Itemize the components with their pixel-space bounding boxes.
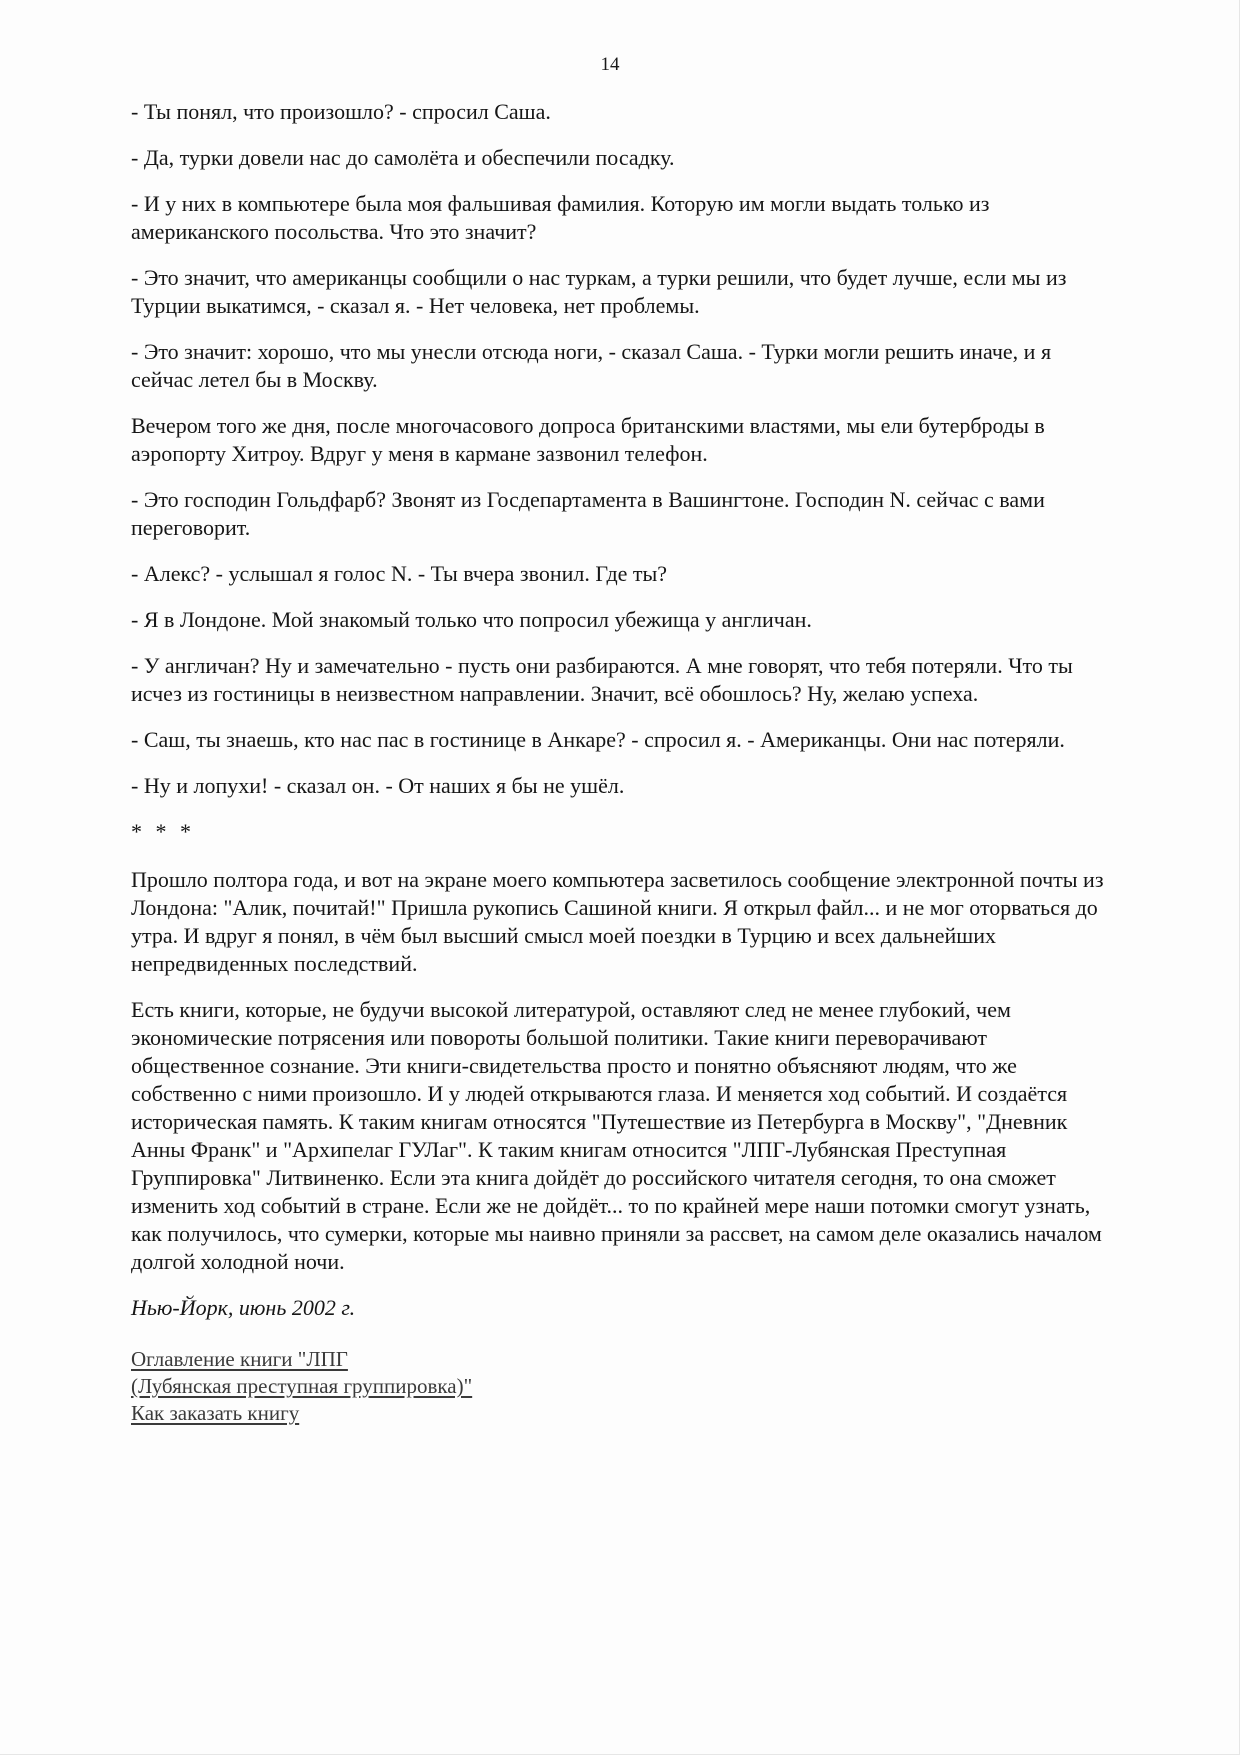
paragraph: - Да, турки довели нас до самолёта и обеспечили посадку. bbox=[131, 145, 675, 170]
section-separator: * * * bbox=[131, 819, 195, 844]
paragraph: - Я в Лондоне. Мой знакомый только что попросил убежища у англичан. bbox=[131, 607, 812, 632]
paragraph: - Это значит, что американцы сообщили о нас туркам, а турки решили, что будет лучше, если мы из Турции выкатимся, - сказал я. - Нет человека, нет проблемы. bbox=[131, 265, 1067, 318]
footer-links bbox=[131, 1346, 1106, 1427]
link-order-book[interactable]: Как заказать книгу bbox=[131, 1401, 300, 1425]
signature-place-date: Нью-Йорк, июнь 2002 г. bbox=[131, 1295, 356, 1320]
paragraph: - Это господин Гольдфарб? Звонят из Госдепартамента в Вашингтоне. Господин N. сейчас с вами переговорит. bbox=[131, 487, 1045, 540]
paragraph: - Алекс? - услышал я голос N. - Ты вчера звонил. Где ты? bbox=[131, 561, 668, 586]
paragraph: - И у них в компьютере была моя фальшивая фамилия. Которую им могли выдать только из американского посольства. Что это значит? bbox=[131, 191, 990, 244]
document-body bbox=[131, 98, 1106, 1427]
paragraph: - Ну и лопухи! - сказал он. - От наших я бы не ушёл. bbox=[131, 773, 625, 798]
link-table-of-contents-continued[interactable]: (Лубянская преступная группировка)" bbox=[131, 1374, 473, 1398]
paragraph: - Ты понял, что произошло? - спросил Саша. bbox=[131, 99, 551, 124]
link-table-of-contents[interactable]: Оглавление книги "ЛПГ bbox=[131, 1347, 348, 1371]
paragraph: - Саш, ты знаешь, кто нас пас в гостинице в Анкаре? - спросил я. - Американцы. Они нас потеряли. bbox=[131, 727, 1065, 752]
paragraph: Есть книги, которые, не будучи высокой литературой, оставляют след не менее глубокий, чем экономические потрясения или повороты большой политики. Такие книги переворачивают общественное сознание. Эти книги-свидетельства просто и понятно объясняют людям, что же собственно с ними произошло. И у людей открываются глаза. И меняется ход событий. И создаётся историческая память. К таким книгам относятся "Путешествие из Петербурга в Москву", "Дневник Анны Франк" и "Архипелаг ГУЛаг". К таким книгам относится "ЛПГ-Лубянская Преступная Группировка" Литвиненко. Если эта книга дойдёт до российского читателя сегодня, то она сможет изменить ход событий в стране. Если же не дойдёт... то по крайней мере наши потомки смогут узнать, как получилось, что сумерки, которые мы наивно приняли за рассвет, на самом деле оказались началом долгой холодной ночи. bbox=[131, 997, 1102, 1274]
paragraph: - Это значит: хорошо, что мы унесли отсюда ноги, - сказал Саша. - Турки могли решить иначе, и я сейчас летел бы в Москву. bbox=[131, 339, 1052, 392]
paragraph: Прошло полтора года, и вот на экране моего компьютера засветилось сообщение электронной почты из Лондона: "Алик, почитай!" Пришла рукопись Сашиной книги. Я открыл файл... и не мог оторваться до утра. И вдруг я понял, в чём был высший смысл моей поездки в Турцию и всех дальнейших непредвиденных последствий. bbox=[131, 867, 1104, 976]
page-number: 14 bbox=[600, 54, 620, 75]
paragraph: Вечером того же дня, после многочасового допроса британскими властями, мы ели бутерброды в аэропорту Хитроу. Вдруг у меня в кармане зазвонил телефон. bbox=[131, 413, 1045, 466]
paragraph: - У англичан? Ну и замечательно - пусть они разбираются. А мне говорят, что тебя потеряли. Что ты исчез из гостиницы в неизвестном направлении. Значит, всё обошлось? Ну, желаю успеха. bbox=[131, 653, 1073, 706]
